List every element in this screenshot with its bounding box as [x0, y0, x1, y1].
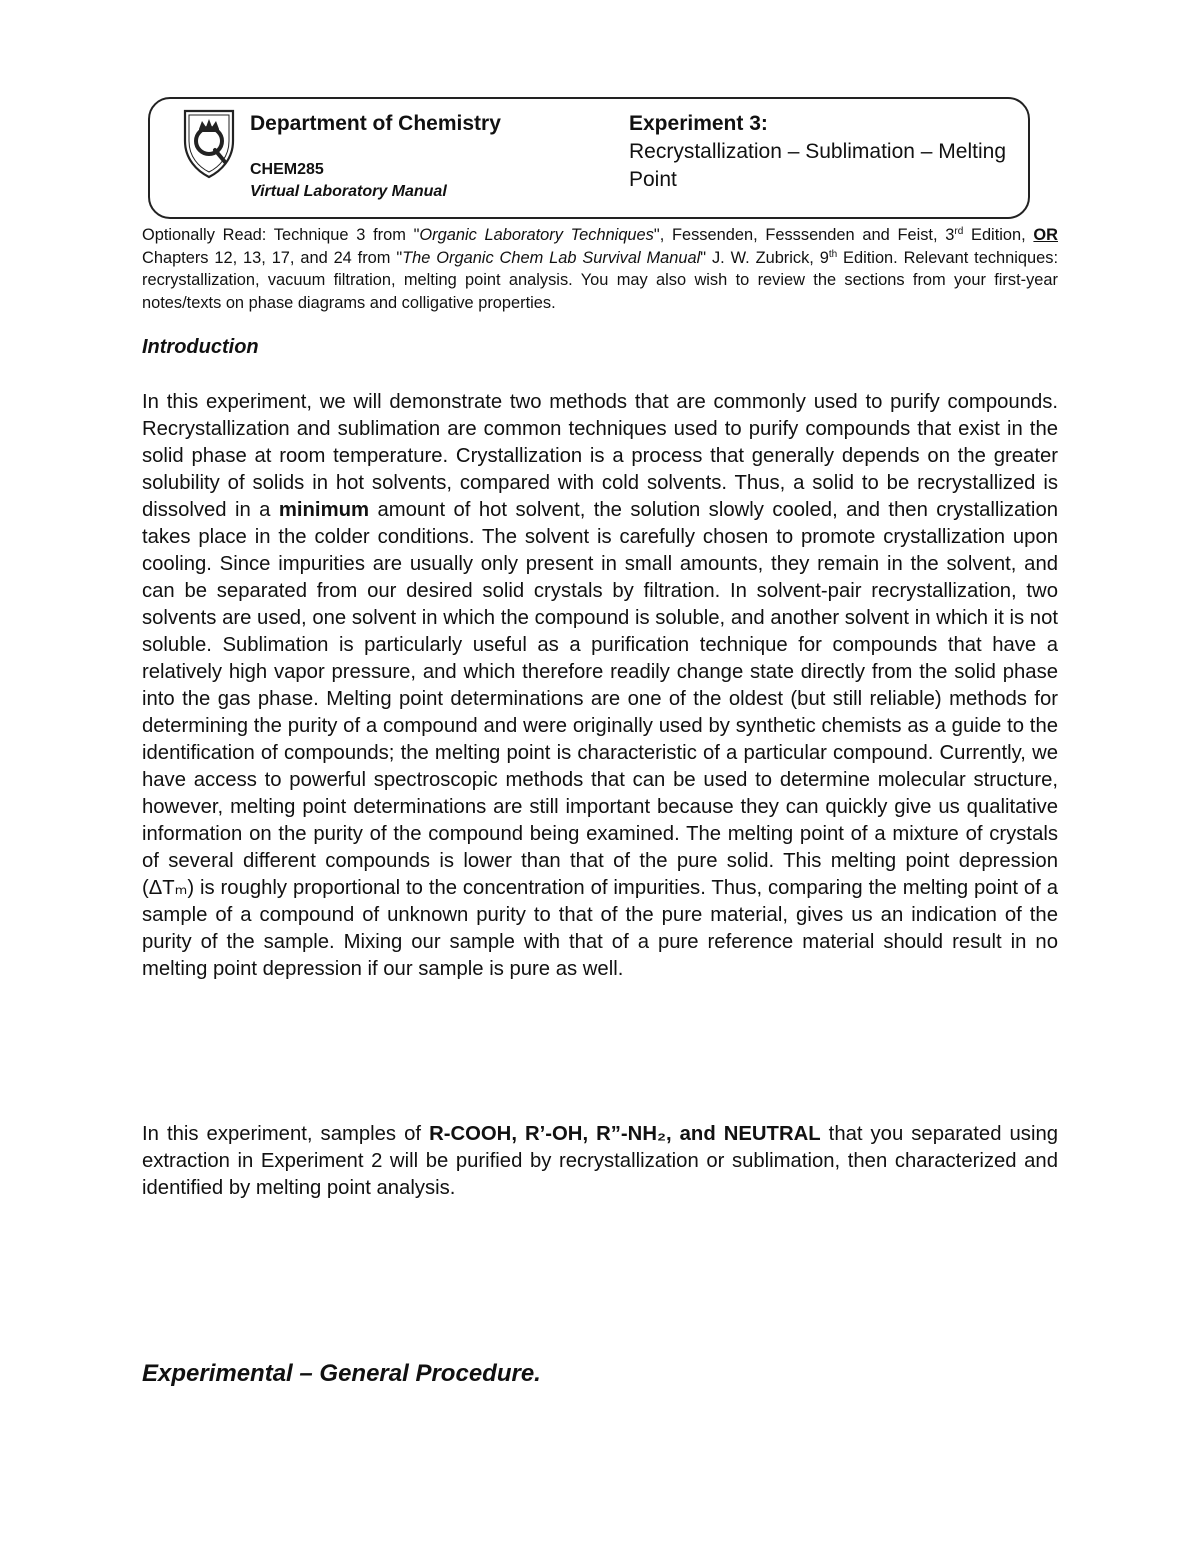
- university-crest-icon: [181, 107, 237, 179]
- introduction-paragraph-2: [142, 1121, 1058, 1202]
- reading-text: ", Fessenden, Fesssenden and Feist, 3: [653, 226, 955, 244]
- book-title: The Organic Chem Lab Survival Manual: [402, 248, 701, 267]
- reading-text: Edition,: [963, 226, 1034, 244]
- introduction-paragraph-1: [142, 389, 1058, 983]
- reading-text: " J. W. Zubrick, 9: [700, 248, 829, 267]
- experimental-heading: Experimental – General Procedure.: [142, 1360, 541, 1387]
- department-name: Department of Chemistry: [250, 112, 501, 135]
- ordinal-suffix: th: [828, 248, 838, 260]
- experiment-label: Experiment 3:: [629, 112, 768, 135]
- experiment-title: Recrystallization – Sublimation – Melting Point: [629, 140, 1007, 191]
- reading-text: Optionally Read: Technique 3 from ": [142, 226, 420, 244]
- reading-note: [142, 224, 1058, 314]
- paragraph-text: In this experiment, we will demonstrate two methods that are commonly used to purify compounds. Recrystallization and sublimation are common techniques used to purify compounds that exist in the solid phase at room temperature. Crystallization is a process that generally depends on the greater solubility of solids in hot solvents, compared with cold solvents. Thus, a solid to be recrystallized is dissolved in a: [142, 391, 1058, 521]
- reading-text: Chapters 12, 13, 17, and 24 from ": [142, 248, 403, 267]
- reading-text: Edition. Relevant techniques: recrystallization, vacuum filtration, melting point analysis. You may also wish to review the sections from your first-year notes/texts on phase diagrams and colligative properties.: [142, 248, 1058, 312]
- minimum-emphasis: minimum: [278, 499, 370, 521]
- or-emphasis: OR: [1033, 226, 1059, 244]
- paragraph-text: In this experiment, samples of: [142, 1123, 430, 1145]
- introduction-heading: Introduction: [142, 336, 259, 358]
- sample-list-emphasis: R-COOH, R’-OH, R”-NH₂, and NEUTRAL: [429, 1123, 821, 1145]
- ordinal-suffix: rd: [954, 226, 964, 237]
- paragraph-text: amount of hot solvent, the solution slowly cooled, and then crystallization takes place in the colder conditions. The solvent is carefully chosen to promote crystallization upon cooling. Since impurities are usually only present in small amounts, they remain in the solvent, and can be separated from our desired solid crystals by filtration. In solvent-pair recrystallization, two solvents are used, one solvent in which the compound is soluble, and another solvent in which it is not soluble. Sublimation is particularly useful as a purification technique for compounds that have a relatively high vapor pressure, and which therefore readily change state directly from the solid phase into the gas phase. Melting point determinations are one of the oldest (but still reliable) methods for determining the purity of a compound and were originally used by synthetic chemists as a guide to the identification of compounds; the melting point is characteristic of a particular compound. Currently, we have access to powerful spectroscopic methods that can be used to determine molecular structure, however, melting point determinations are still important because they can quickly give us qualitative information on the purity of the compound being examined. The melting point of a mixture of crystals of several different compounds is lower than that of the pure solid. This melting point depression (ΔTₘ) is roughly proportional to the concentration of impurities. Thus, comparing the melting point of a sample of a compound of unknown purity to that of the pure material, gives us an indication of the purity of the sample. Mixing our sample with that of a pure reference material should result in no melting point depression if our sample is pure as well.: [142, 499, 1059, 980]
- paragraph-text: that you separated using extraction in Experiment 2 will be purified by recrystallization or sublimation, then characterized and identified by melting point analysis.: [142, 1123, 1059, 1199]
- course-code: CHEM285: [250, 161, 324, 178]
- manual-name: Virtual Laboratory Manual: [250, 183, 447, 200]
- book-title: Organic Laboratory Techniques: [419, 226, 654, 244]
